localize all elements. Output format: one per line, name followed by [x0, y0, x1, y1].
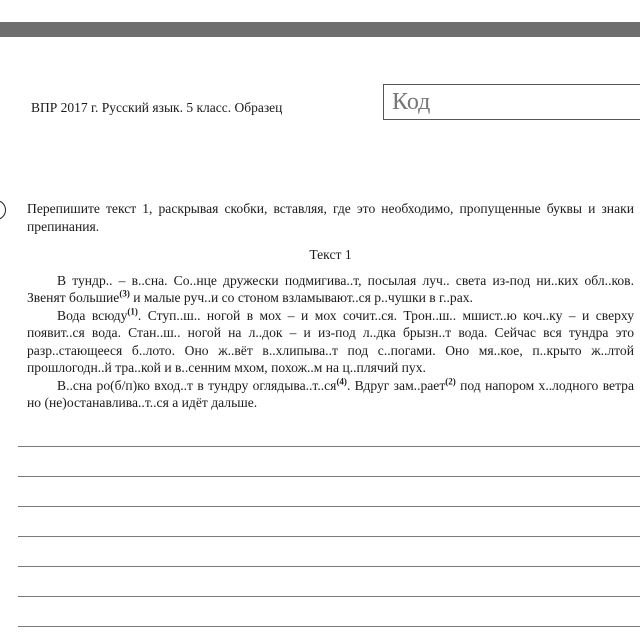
answer-line[interactable] — [18, 596, 640, 597]
text-paragraph-1 — [27, 272, 634, 307]
paragraph-2-part-b: . Ступ..ш.. ногой в мох – и мох сочит..ся. Трон..ш.. мшист..ю коч..ку – и сверху появит..ся вода. Стан..ш.. ногой на л..док – и из-под л..дка брызн..т вода. Сейчас вся тундра это разр..стающееся б..лото. Оно ж..вёт в..хлипыва..т под с..погами. Оно мя..кое, п..крыто ж..лтой прошлогодн..й тра..кой и в..сенним мхом, похож..м на ц..плячий пух. — [27, 307, 634, 375]
code-input-box[interactable] — [383, 84, 640, 120]
paragraph-1-part-a: В тундр.. – в..сна. Со..нце дружески подмигива..т, посылая луч.. света из-под ни..ких обл..ков. Звенят большие — [27, 272, 634, 305]
text-paragraph-2 — [27, 307, 634, 377]
text-paragraph-3 — [27, 377, 634, 412]
task-content — [27, 200, 634, 412]
answer-line[interactable] — [18, 506, 640, 507]
answer-line[interactable] — [18, 476, 640, 477]
code-label: Код — [392, 89, 431, 115]
superscript-note-3: (3) — [119, 288, 130, 299]
answer-line[interactable] — [18, 446, 640, 447]
superscript-note-1: (1) — [127, 305, 138, 316]
answer-line[interactable] — [18, 626, 640, 627]
paragraph-2-part-a: Вода всюду — [57, 307, 128, 323]
paragraph-3-part-b: . Вдруг зам..рает — [346, 377, 446, 393]
task-number-circle — [0, 200, 6, 220]
text-title: Текст 1 — [309, 247, 352, 262]
page-header-title: ВПР 2017 г. Русский язык. 5 класс. Образец — [31, 100, 283, 115]
superscript-note-2: (2) — [445, 375, 456, 386]
superscript-note-4: (4) — [336, 375, 347, 386]
paragraph-3-part-a: В..сна ро(б/п)ко вход..т в тундру оглядыва..т..ся — [57, 377, 337, 393]
paragraph-3-part-c: под напором х..лодного ветра но (не)останавлива..т..ся а идёт дальше. — [27, 377, 635, 410]
top-gray-bar — [0, 22, 640, 37]
paragraph-1-part-b: и малые руч..и со стоном взламывают..ся р..чушки в г..рах. — [129, 290, 473, 305]
answer-line[interactable] — [18, 566, 640, 567]
task-instruction: Перепишите текст 1, раскрывая скобки, вставляя, где это необходимо, пропущенные буквы и знаки препинания. — [27, 201, 634, 234]
answer-line[interactable] — [18, 536, 640, 537]
